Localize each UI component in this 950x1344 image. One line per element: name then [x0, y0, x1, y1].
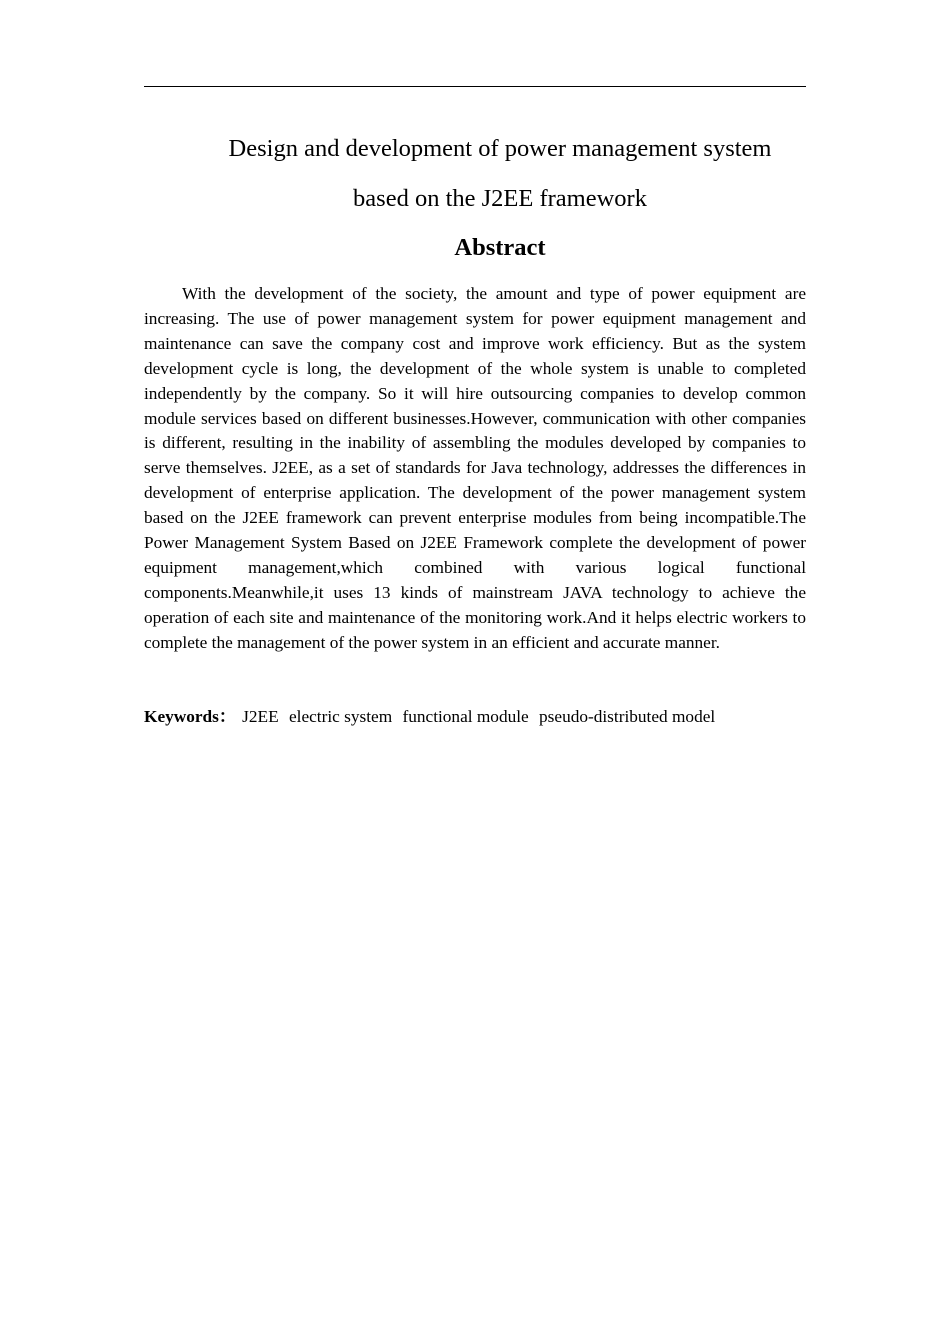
title-line-2: based on the J2EE framework	[353, 185, 647, 212]
keywords-label: Keywords：	[144, 707, 237, 726]
header-rule	[144, 86, 806, 87]
abstract-body: With the development of the society, the amount and type of power equipment are increasing. The use of power management system for power equipment management and maintenance can save the company cost and improve work efficiency. But as the system development cycle is long, the development of the whole system is unable to completed independently by the company. So it will hire outsourcing companies to develop common module services based on different businesses.However, communication with other companies is different, resulting in the inability of assembling the modules developed by companies to serve themselves. J2EE, as a set of standards for Java technology, addresses the differences in development of enterprise application. The development of the power management system based on the J2EE framework can prevent enterprise modules from being incompatible.The Power Management System Based on J2EE Framework complete the development of power equipment management,which combined with various logical functional components.Meanwhile,it uses 13 kinds of mainstream JAVA technology to achieve the operation of each site and maintenance of the monitoring work.And it helps electric workers to complete the management of the power system in an efficient and accurate manner.	[144, 284, 806, 652]
abstract-heading: Abstract	[454, 234, 546, 261]
title-line-1: Design and development of power management system	[228, 135, 772, 162]
keywords-line	[144, 705, 824, 730]
keyword-item: electric system	[288, 707, 393, 726]
keyword-item: pseudo-distributed model	[539, 707, 716, 726]
keyword-item: functional module	[402, 707, 529, 726]
keyword-item: J2EE	[242, 707, 279, 726]
